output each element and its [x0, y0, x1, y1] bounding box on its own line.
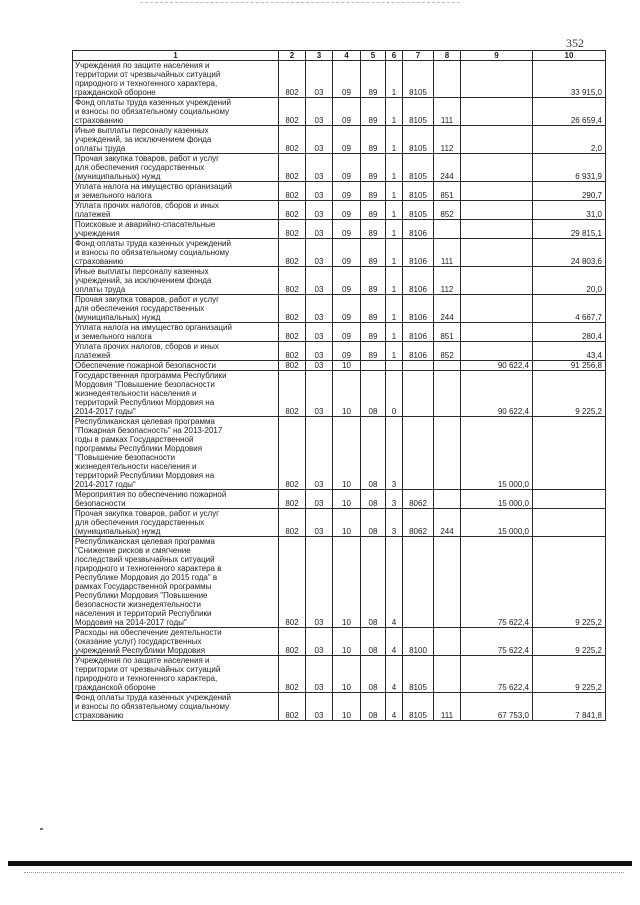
amount-col-9: 90 622,4	[461, 361, 533, 371]
amount-col-9	[461, 342, 533, 361]
code-section: 03	[306, 61, 333, 98]
code-section: 03	[306, 267, 333, 295]
amount-col-10: 4 667,7	[533, 295, 606, 323]
amount-col-9: 15 000,0	[461, 417, 533, 490]
code-program: 08	[361, 628, 386, 656]
code-subsection: 09	[333, 182, 361, 201]
code-program: 08	[361, 371, 386, 417]
code-direction	[403, 537, 434, 628]
code-admin: 802	[279, 126, 306, 154]
code-direction: 8105	[403, 154, 434, 182]
amount-col-10	[533, 509, 606, 537]
code-section: 03	[306, 154, 333, 182]
code-expense-type: 111	[434, 98, 461, 126]
code-expense-type: 112	[434, 267, 461, 295]
code-expense-type	[434, 361, 461, 371]
row-name: Республиканская целевая программа "Снижение рисков и смягчение последствий чрезвычайных ситуаций природного и техногенного характера в Республике Мордовия до 2015 года" в рамках Государственной программы Республики Мордовия "Повышение безопасности жизнедеятельности населения и территорий Республики Мордовия на 2014-2017 годы"	[73, 537, 279, 628]
code-section: 03	[306, 417, 333, 490]
code-admin: 802	[279, 628, 306, 656]
row-name: Иные выплаты персоналу казенных учреждений, за исключением фонда оплаты труда	[73, 126, 279, 154]
code-admin: 802	[279, 342, 306, 361]
code-subprogram: 1	[386, 239, 403, 267]
row-name: Фонд оплаты труда казенных учреждений и взносы по обязательному социальному страхованию	[73, 239, 279, 267]
code-expense-type	[434, 628, 461, 656]
table-row	[73, 182, 606, 201]
amount-col-10	[533, 417, 606, 490]
code-expense-type	[434, 417, 461, 490]
col-header-1: 1	[73, 51, 279, 61]
amount-col-9: 15 000,0	[461, 490, 533, 509]
row-name: Республиканская целевая программа "Пожарная безопасность" на 2013-2017 годы в рамках Государственной программы Республики Мордовия "Повышение безопасности жизнедеятельности населения и территорий Республики Мордовия на 2014-2017 годы"	[73, 417, 279, 490]
code-subprogram: 4	[386, 656, 403, 693]
amount-col-10: 91 256,8	[533, 361, 606, 371]
code-expense-type: 851	[434, 323, 461, 342]
table-row	[73, 509, 606, 537]
scan-bottom-artifact	[24, 872, 624, 874]
amount-col-9	[461, 98, 533, 126]
col-header-9: 9	[461, 51, 533, 61]
code-program: 89	[361, 98, 386, 126]
code-admin: 802	[279, 154, 306, 182]
amount-col-9	[461, 61, 533, 98]
row-name: Уплата налога на имущество организаций и земельного налога	[73, 182, 279, 201]
code-program: 08	[361, 509, 386, 537]
row-name: Фонд оплаты труда казенных учреждений и взносы по обязательному социальному страхованию	[73, 98, 279, 126]
row-name: Обеспечение пожарной безопасности	[73, 361, 279, 371]
code-subsection: 09	[333, 323, 361, 342]
code-subprogram: 1	[386, 98, 403, 126]
code-program: 89	[361, 154, 386, 182]
col-header-2: 2	[279, 51, 306, 61]
header-row	[73, 51, 606, 61]
amount-col-10: 43,4	[533, 342, 606, 361]
row-name: Поисковые и аварийно-спасательные учреждения	[73, 220, 279, 239]
code-program: 89	[361, 61, 386, 98]
amount-col-10: 7 841,8	[533, 693, 606, 721]
code-direction: 8062	[403, 490, 434, 509]
table-row	[73, 537, 606, 628]
code-section: 03	[306, 323, 333, 342]
amount-col-10: 24 803,6	[533, 239, 606, 267]
code-subprogram: 4	[386, 537, 403, 628]
code-subsection: 09	[333, 295, 361, 323]
code-admin: 802	[279, 509, 306, 537]
code-program	[361, 361, 386, 371]
amount-col-9: 15 000,0	[461, 509, 533, 537]
code-expense-type: 244	[434, 295, 461, 323]
table-row	[73, 628, 606, 656]
code-subprogram: 1	[386, 267, 403, 295]
code-subsection: 10	[333, 537, 361, 628]
code-program: 89	[361, 126, 386, 154]
amount-col-9	[461, 220, 533, 239]
row-name: Уплата прочих налогов, сборов и иных платежей	[73, 201, 279, 220]
amount-col-10: 290,7	[533, 182, 606, 201]
code-subsection: 10	[333, 371, 361, 417]
code-section: 03	[306, 693, 333, 721]
amount-col-10: 29 815,1	[533, 220, 606, 239]
code-expense-type	[434, 220, 461, 239]
table-row	[73, 267, 606, 295]
col-header-10: 10	[533, 51, 606, 61]
code-subprogram: 1	[386, 182, 403, 201]
code-section: 03	[306, 220, 333, 239]
code-direction	[403, 371, 434, 417]
amount-col-9	[461, 323, 533, 342]
code-subsection: 09	[333, 239, 361, 267]
row-name: Иные выплаты персоналу казенных учреждений, за исключением фонда оплаты труда	[73, 267, 279, 295]
code-subprogram: 1	[386, 220, 403, 239]
col-header-3: 3	[306, 51, 333, 61]
code-section: 03	[306, 98, 333, 126]
code-expense-type: 851	[434, 182, 461, 201]
amount-col-10: 9 225,2	[533, 537, 606, 628]
table-row	[73, 417, 606, 490]
code-direction: 8106	[403, 220, 434, 239]
code-program: 08	[361, 656, 386, 693]
amount-col-9	[461, 267, 533, 295]
code-admin: 802	[279, 656, 306, 693]
code-direction: 8106	[403, 342, 434, 361]
amount-col-10: 26 659,4	[533, 98, 606, 126]
code-subprogram: 1	[386, 295, 403, 323]
table-body	[73, 61, 606, 721]
table-row	[73, 220, 606, 239]
code-expense-type: 111	[434, 693, 461, 721]
code-subprogram: 1	[386, 154, 403, 182]
code-admin: 802	[279, 490, 306, 509]
code-subsection: 10	[333, 628, 361, 656]
code-expense-type: 852	[434, 342, 461, 361]
code-subprogram: 4	[386, 628, 403, 656]
col-header-7: 7	[403, 51, 434, 61]
code-section: 03	[306, 371, 333, 417]
table-row	[73, 490, 606, 509]
amount-col-10: 2,0	[533, 126, 606, 154]
table-row	[73, 342, 606, 361]
code-direction: 8105	[403, 61, 434, 98]
code-subsection: 09	[333, 220, 361, 239]
code-subprogram: 3	[386, 417, 403, 490]
code-program: 89	[361, 295, 386, 323]
amount-col-10: 33 915,0	[533, 61, 606, 98]
code-admin: 802	[279, 267, 306, 295]
code-section: 03	[306, 295, 333, 323]
row-name: Учреждения по защите населения и территории от чрезвычайных ситуаций природного и техногенного характера, гражданской обороне	[73, 61, 279, 98]
code-direction: 8105	[403, 98, 434, 126]
code-direction: 8105	[403, 693, 434, 721]
code-section: 03	[306, 182, 333, 201]
code-section: 03	[306, 239, 333, 267]
code-subsection: 10	[333, 656, 361, 693]
amount-col-10	[533, 490, 606, 509]
code-program: 89	[361, 239, 386, 267]
code-section: 03	[306, 361, 333, 371]
code-expense-type: 244	[434, 154, 461, 182]
code-direction: 8106	[403, 323, 434, 342]
code-subprogram: 1	[386, 201, 403, 220]
amount-col-9	[461, 126, 533, 154]
table-row	[73, 361, 606, 371]
code-direction: 8105	[403, 656, 434, 693]
code-subsection: 10	[333, 509, 361, 537]
amount-col-9: 75 622,4	[461, 656, 533, 693]
amount-col-10: 20,0	[533, 267, 606, 295]
code-admin: 802	[279, 295, 306, 323]
table-row	[73, 126, 606, 154]
code-expense-type: 111	[434, 239, 461, 267]
row-name: Уплата прочих налогов, сборов и иных платежей	[73, 342, 279, 361]
code-direction: 8106	[403, 239, 434, 267]
code-admin: 802	[279, 61, 306, 98]
amount-col-10: 31,0	[533, 201, 606, 220]
code-program: 89	[361, 323, 386, 342]
code-subprogram: 3	[386, 490, 403, 509]
table-row	[73, 323, 606, 342]
code-subsection: 09	[333, 154, 361, 182]
row-name: Расходы на обеспечение деятельности (оказание услуг) государственных учреждений Республики Мордовия	[73, 628, 279, 656]
col-header-5: 5	[361, 51, 386, 61]
code-direction	[403, 361, 434, 371]
code-admin: 802	[279, 239, 306, 267]
col-header-8: 8	[434, 51, 461, 61]
code-expense-type: 112	[434, 126, 461, 154]
amount-col-10: 9 225,2	[533, 628, 606, 656]
code-admin: 802	[279, 693, 306, 721]
amount-col-9	[461, 182, 533, 201]
table-row	[73, 61, 606, 98]
amount-col-9	[461, 295, 533, 323]
code-subprogram: 1	[386, 61, 403, 98]
code-section: 03	[306, 537, 333, 628]
code-section: 03	[306, 490, 333, 509]
code-subprogram: 1	[386, 342, 403, 361]
amount-col-9	[461, 239, 533, 267]
amount-col-9: 75 622,4	[461, 628, 533, 656]
budget-table	[72, 50, 606, 721]
code-direction	[403, 417, 434, 490]
code-subsection: 10	[333, 361, 361, 371]
code-program: 89	[361, 220, 386, 239]
amount-col-9: 75 622,4	[461, 537, 533, 628]
code-admin: 802	[279, 417, 306, 490]
code-direction: 8106	[403, 267, 434, 295]
code-expense-type: 852	[434, 201, 461, 220]
code-expense-type	[434, 656, 461, 693]
table-row	[73, 656, 606, 693]
code-subprogram: 1	[386, 126, 403, 154]
code-subprogram: 1	[386, 323, 403, 342]
code-subsection: 09	[333, 61, 361, 98]
table-row	[73, 371, 606, 417]
code-expense-type	[434, 490, 461, 509]
scan-speck	[40, 828, 43, 830]
code-subsection: 10	[333, 693, 361, 721]
code-program: 08	[361, 693, 386, 721]
row-name: Уплата налога на имущество организаций и земельного налога	[73, 323, 279, 342]
scan-bottom-bar	[8, 861, 632, 866]
scan-edge-artifact	[140, 2, 460, 4]
row-name: Учреждения по защите населения и территории от чрезвычайных ситуаций природного и техногенного характера, гражданской обороне	[73, 656, 279, 693]
row-name: Фонд оплаты труда казенных учреждений и взносы по обязательному социальному страхованию	[73, 693, 279, 721]
code-direction: 8106	[403, 295, 434, 323]
code-admin: 802	[279, 371, 306, 417]
row-name: Прочая закупка товаров, работ и услуг для обеспечения государственных (муниципальных) нужд	[73, 154, 279, 182]
code-direction: 8100	[403, 628, 434, 656]
code-section: 03	[306, 126, 333, 154]
code-program: 89	[361, 267, 386, 295]
code-program: 08	[361, 417, 386, 490]
amount-col-10: 9 225,2	[533, 656, 606, 693]
code-subprogram: 0	[386, 371, 403, 417]
code-expense-type	[434, 537, 461, 628]
code-admin: 802	[279, 201, 306, 220]
code-expense-type	[434, 371, 461, 417]
code-subsection: 10	[333, 417, 361, 490]
code-program: 08	[361, 490, 386, 509]
code-subprogram: 3	[386, 509, 403, 537]
code-section: 03	[306, 201, 333, 220]
table-row	[73, 154, 606, 182]
code-direction: 8105	[403, 201, 434, 220]
code-subprogram	[386, 361, 403, 371]
code-expense-type: 244	[434, 509, 461, 537]
table-row	[73, 239, 606, 267]
code-expense-type	[434, 61, 461, 98]
code-program: 08	[361, 537, 386, 628]
row-name: Мероприятия по обеспечению пожарной безопасности	[73, 490, 279, 509]
amount-col-10: 6 931,9	[533, 154, 606, 182]
code-program: 89	[361, 342, 386, 361]
row-name: Государственная программа Республики Мордовия "Повышение безопасности жизнедеятельности населения и территорий Республики Мордовия на 2014-2017 годы"	[73, 371, 279, 417]
amount-col-9	[461, 154, 533, 182]
code-admin: 802	[279, 323, 306, 342]
table-row	[73, 201, 606, 220]
code-direction: 8105	[403, 126, 434, 154]
code-admin: 802	[279, 361, 306, 371]
code-program: 89	[361, 182, 386, 201]
code-subsection: 09	[333, 98, 361, 126]
amount-col-9: 90 622,4	[461, 371, 533, 417]
code-subsection: 09	[333, 126, 361, 154]
code-admin: 802	[279, 220, 306, 239]
row-name: Прочая закупка товаров, работ и услуг для обеспечения государственных (муниципальных) нужд	[73, 295, 279, 323]
amount-col-10: 9 225,2	[533, 371, 606, 417]
code-section: 03	[306, 342, 333, 361]
code-subprogram: 4	[386, 693, 403, 721]
code-subsection: 10	[333, 490, 361, 509]
code-section: 03	[306, 628, 333, 656]
col-header-6: 6	[386, 51, 403, 61]
page-number: 352	[566, 36, 584, 50]
amount-col-9: 67 753,0	[461, 693, 533, 721]
code-direction: 8062	[403, 509, 434, 537]
code-subsection: 09	[333, 342, 361, 361]
code-subsection: 09	[333, 201, 361, 220]
code-admin: 802	[279, 537, 306, 628]
code-program: 89	[361, 201, 386, 220]
table-row	[73, 295, 606, 323]
table-row	[73, 98, 606, 126]
code-subsection: 09	[333, 267, 361, 295]
row-name: Прочая закупка товаров, работ и услуг для обеспечения государственных (муниципальных) нужд	[73, 509, 279, 537]
code-direction: 8105	[403, 182, 434, 201]
table-row	[73, 693, 606, 721]
code-admin: 802	[279, 98, 306, 126]
code-section: 03	[306, 656, 333, 693]
code-admin: 802	[279, 182, 306, 201]
col-header-4: 4	[333, 51, 361, 61]
amount-col-9	[461, 201, 533, 220]
amount-col-10: 280,4	[533, 323, 606, 342]
code-section: 03	[306, 509, 333, 537]
